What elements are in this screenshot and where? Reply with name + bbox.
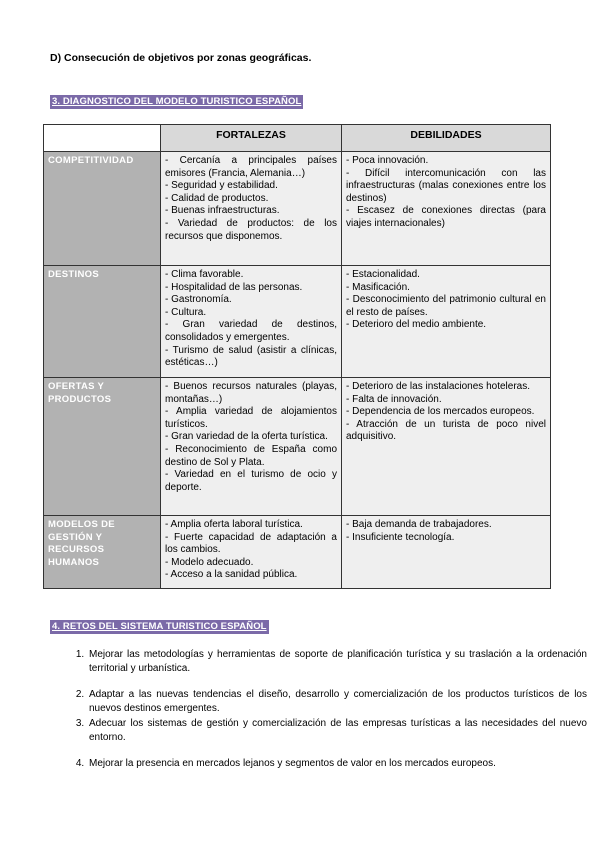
list-item: - Clima favorable. [165, 269, 244, 280]
list-item: - Difícil intercomunicación con las infraestructuras (malas conexiones entre los destinos) [346, 167, 546, 204]
weaknesses-cell [342, 266, 551, 378]
strengths-cell [161, 378, 342, 516]
list-item: - Estacionalidad. [346, 269, 420, 280]
list-item: - Reconocimiento de España como destino de Sol y Plata. [165, 443, 337, 468]
swot-table [43, 124, 551, 589]
table-row [44, 516, 551, 589]
list-item: - Amplia oferta laboral turística. [165, 519, 303, 530]
section-d-heading: D) Consecución de objetivos por zonas geográficas. [50, 52, 312, 64]
list-item: - Baja demanda de trabajadores. [346, 519, 492, 530]
list-item: 2. Adaptar a las nuevas tendencias el diseño, desarrollo y comercialización de los productos turísticos de los nuevos destinos emergentes. [87, 688, 587, 715]
strengths-column-header: FORTALEZAS [161, 125, 342, 152]
list-item: - Desconocimiento del patrimonio cultural en el resto de países. [346, 294, 546, 318]
list-item: - Cultura. [165, 306, 207, 318]
weaknesses-cell [342, 378, 551, 516]
list-item: - Turismo de salud (asistir a clínicas, estéticas…) [165, 344, 337, 369]
table-row [44, 266, 551, 378]
table-row [44, 152, 551, 266]
strengths-cell [161, 152, 342, 266]
list-item: - Insuficiente tecnología. [346, 531, 455, 543]
list-item: - Atracción de un turista de poco nivel adquisitivo. [346, 418, 546, 443]
challenges-list [50, 648, 587, 771]
list-item: 4. Mejorar la presencia en mercados lejanos y segmentos de valor en los mercados europeos. [87, 757, 587, 771]
section-3-title: 3. DIAGNOSTICO DEL MODELO TURISTICO ESPAÑOL [52, 96, 302, 107]
list-item: - Gran variedad de destinos, consolidados y emergentes. [165, 319, 337, 343]
list-item: - Hospitalidad de las personas. [165, 281, 303, 293]
list-item: - Gastronomía. [165, 294, 232, 306]
list-item: - Buenos recursos naturales (playas, montañas…) [165, 381, 337, 405]
strengths-cell [161, 516, 342, 589]
list-item: - Gran variedad de la oferta turística. [165, 431, 328, 443]
table-header-row [44, 125, 551, 152]
list-item: - Amplia variedad de alojamientos turísticos. [165, 406, 337, 430]
list-item: - Buenas infraestructuras. [165, 205, 280, 217]
list-item: - Deterioro del medio ambiente. [346, 319, 487, 331]
list-item: - Masificación. [346, 281, 410, 293]
list-item: 3. Adecuar los sistemas de gestión y comercialización de las empresas turísticas a las necesidades del nuevo entorno. [87, 717, 587, 744]
section-4-title: 4. RETOS DEL SISTEMA TURISTICO ESPAÑOL [52, 621, 267, 632]
list-item: - Escasez de conexiones directas (para viajes internacionales) [346, 205, 546, 229]
list-item: - Seguridad y estabilidad. [165, 180, 278, 192]
list-item: - Modelo adecuado. [165, 556, 254, 568]
strengths-cell [161, 266, 342, 378]
weaknesses-column-header: DEBILIDADES [342, 125, 551, 152]
weaknesses-cell [342, 152, 551, 266]
table-corner-cell [44, 125, 161, 152]
row-label: OFERTAS Y PRODUCTOS [44, 378, 161, 516]
list-item: - Cercanía a principales países emisores (Francia, Alemania…) [165, 155, 337, 179]
weaknesses-cell [342, 516, 551, 589]
list-item: - Acceso a la sanidad pública. [165, 569, 298, 581]
row-label: MODELOS DE GESTIÓN Y RECURSOS HUMANOS [44, 516, 161, 589]
list-item: 1. Mejorar las metodologías y herramientas de soporte de planificación turística y su traslación a la ordenación territorial y urbanística. [87, 648, 587, 675]
list-item: - Dependencia de los mercados europeos. [346, 406, 535, 418]
list-item: - Calidad de productos. [165, 192, 269, 204]
list-item: - Fuerte capacidad de adaptación a los cambios. [165, 531, 337, 556]
list-item: - Deterioro de las instalaciones hoteleras. [346, 381, 530, 392]
row-label: DESTINOS [44, 266, 161, 378]
table-row [44, 378, 551, 516]
row-label: COMPETITIVIDAD [44, 152, 161, 266]
list-item: - Variedad en el turismo de ocio y deporte. [165, 469, 337, 493]
list-item: - Falta de innovación. [346, 393, 442, 405]
list-item: - Poca innovación. [346, 155, 429, 166]
list-item: - Variedad de productos: de los recursos que disponemos. [165, 217, 337, 242]
